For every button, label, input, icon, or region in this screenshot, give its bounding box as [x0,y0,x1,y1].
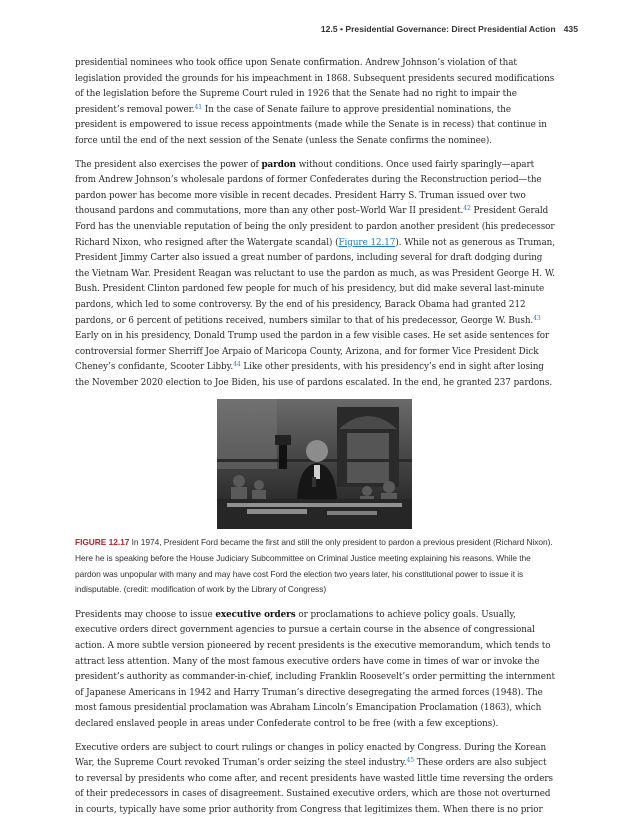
text-run: ). While not as generous as Truman, President Jimmy Carter also issued a great number of pardons, including several for draft dodging during the Vietnam War. President Reagan was reluctant to use the pardon as much, as was President George H. W. Bush. President Clinton pardoned few people for much of his presidency, but did make several last-minute pardons, which led to some controversy. By the end of his presidency, Barack Obama had granted 212 pardons, or 6 percent of petitions received, numbers similar to that of his predecessor, George W. Bush. [75,237,555,326]
text-run: The president also exercises the power of [75,159,262,170]
text-run: or proclamations to achieve policy goals. Usually, executive orders direct government agencies to pursue a certain course in the absence of congressional action. A more subtle version pioneered by recent presidents is the executive memorandum, which tends to attract less attention. Many of the most famous executive orders have come in times of war or invoke the president’s authority as commander-in-chief, including Franklin Roosevelt’s order permitting the internment of Japanese Americans in 1942 and Harry Truman’s directive desegregating the armed forces (1948). The most famous presidential proclamation was Abraham Lincoln’s Emancipation Proclamation (1863), which declared enslaved people in areas under Confederate control to be free (with a few exceptions). [75,609,555,729]
figure-photo-ford-hearing [217,399,412,529]
paragraph-removal-power [75,56,555,150]
paragraph-court-rulings [75,741,555,819]
text-run: President Gerald Ford has the unenviable reputation of being the only president to pardon another president (his predecessor Richard Nixon, who resigned after the Watergate scandal) ( [75,206,555,248]
text-run: In the case of Senate failure to approve presidential nominations, the president is empowered to issue recess appointments (made while the Senate is in recess) that continue in force until the end of the next session of the Senate (unless the Senate confirms the nominee). [75,104,547,146]
figure-reference-link[interactable]: Figure 12.17 [338,237,396,248]
footnote-45[interactable]: 45 [406,757,415,765]
key-term-pardon: pardon [261,159,296,170]
footnote-44[interactable]: 44 [233,361,241,369]
text-run: Early on in his presidency, Donald Trump used the pardon in a few visible cases. He set aside sentences for controversial former Sherriff Joe Arpaio of Maricopa County, Arizona, and for former Vice President Dick Cheney’s confidante, Scooter Libby. [75,331,550,373]
footnote-42[interactable]: 42 [463,205,471,213]
figure-label: FIGURE 12.17 [75,537,130,548]
text-run: presidential nominees who took office upon Senate confirmation. Andrew Johnson’s violation of that legislation provided the grounds for his impeachment in 1868. Subsequent presidents secured modifications of the legislation before the Supreme Court ruled in 1926 that the Senate had no right to impair the president’s removal power. [75,58,555,115]
text-run: These orders are also subject to reversal by presidents who come after, and recent presidents have wasted little time reversing the orders of their predecessors in cases of disagreement. Sustained executive orders, which are those not overturned in courts, typically have some prior authority from Congress that legitimizes them. When there is no prior [75,758,553,815]
paragraph-pardon [75,158,555,392]
text-run: without conditions. Once used fairly sparingly—apart from Andrew Johnson’s wholesale pardons of former Confederates during the Reconstruction period—the pardon power has become more visible in recent decades. President Harry S. Truman issued over two thousand pardons and commutations, more than any other post–World War II president. [75,159,542,217]
body-text [75,56,555,827]
hearing-photo [217,399,412,529]
text-run: Presidents may choose to issue [75,609,216,620]
text-run: Executive orders are subject to court rulings or changes in policy enacted by Congress. During the Korean War, the Supreme Court revoked Truman’s order seizing the steel industry. [75,742,547,769]
caption-text: In 1974, President Ford became the first and still the only president to pardon a previous president (Richard Nixon). Here he is speaking before the House Judiciary Subcommittee on Criminal Justice meeting explaining his reasons. While the pardon was unpopular with many and may have cost Ford the election two years later, his constitutional power to issue it is indisputable. (credit: modification of work by the Library of Congress) [75,537,553,595]
footnote-41[interactable]: 41 [194,103,203,111]
running-header [321,24,578,34]
text-run: Like other presidents, with his presidency’s end in sight after losing the November 2020 election to Joe Biden, his use of pardons escalated. In the end, he granted 237 pardons. [75,362,553,388]
section-title: 12.5 • Presidential Governance: Direct Presidential Action [320,24,556,34]
footnote-43[interactable]: 43 [533,314,541,322]
paragraph-executive-orders [75,608,555,733]
page-number: 435 [563,24,578,34]
key-term-executive-orders: executive orders [215,609,296,620]
figure-caption [75,535,555,597]
